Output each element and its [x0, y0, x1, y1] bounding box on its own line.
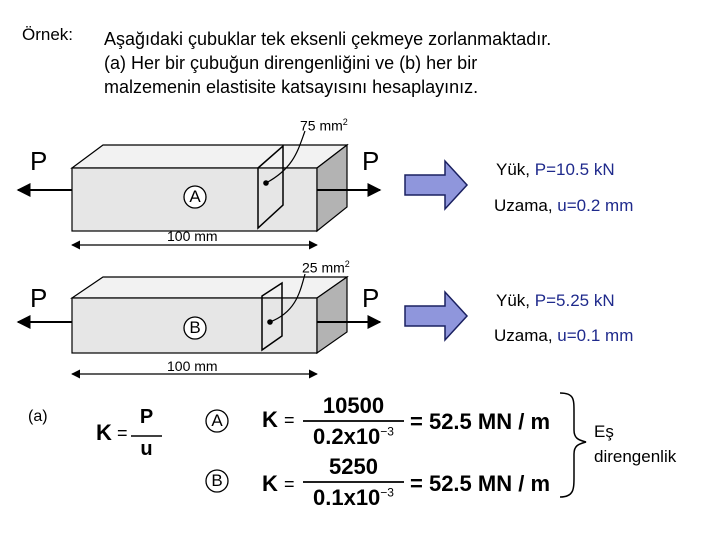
row-a-numerator: 10500: [322, 393, 385, 418]
bar-b-area-label: 25 $mm^2$: [302, 259, 350, 276]
brace-right: [560, 393, 586, 497]
row-b-lhs: K: [262, 471, 278, 496]
row-a-result: = 52.5 MN / m: [410, 409, 551, 434]
row-a-equals: =: [284, 410, 295, 430]
bar-a-drawing: [18, 131, 467, 245]
bar-a-top-face: [72, 145, 347, 168]
conclusion-line-1: Eş: [594, 422, 614, 441]
header-line-3: malzemenin elastisite katsayısını hesaplayınız.: [104, 77, 479, 97]
example-label: Örnek:: [22, 25, 74, 44]
bar-b-length-label: 100 mm: [167, 358, 218, 374]
bar-b-force-left-label: P: [30, 283, 48, 313]
bar-b-top-face: [72, 277, 347, 298]
row-b-equals: =: [284, 474, 295, 494]
formula-denominator: u: [140, 438, 153, 460]
bar-a-result-arrow: [405, 161, 467, 209]
bar-b-result-arrow: [405, 292, 467, 340]
bar-b-name: B: [189, 318, 201, 337]
bar-a-force-left-label: P: [30, 146, 48, 176]
part-a-label: (a): [28, 408, 48, 425]
row-b-result: = 52.5 MN / m: [410, 471, 551, 496]
calc-row-a-label: A: [211, 411, 223, 430]
bar-b-load-text: Yük, P=5.25 kN: [496, 291, 615, 310]
header-line-1: Aşağıdaki çubuklar tek eksenli çekmeye zorlanmaktadır.: [104, 29, 552, 49]
bar-a-force-right-label: P: [362, 146, 380, 176]
bar-a-elongation-text: Uzama, u=0.2 mm: [494, 196, 634, 215]
bar-b-force-right-label: P: [362, 283, 380, 313]
row-a-denominator: $0.2x10^{-3}$: [313, 424, 394, 449]
bar-b-elongation-text: Uzama, u=0.1 mm: [494, 326, 634, 345]
formula-lhs: K: [96, 420, 112, 445]
bar-b-drawing: [18, 274, 467, 374]
formula-equals: =: [117, 423, 128, 443]
row-a-lhs: K: [262, 407, 278, 432]
bar-a-name: A: [189, 187, 201, 206]
calc-row-b-label: B: [211, 471, 223, 490]
conclusion-line-2: direngenlik: [594, 447, 677, 466]
row-b-numerator: 5250: [329, 454, 378, 479]
bar-a-length-label: 100 mm: [167, 228, 218, 244]
bar-a-load-text: Yük, P=10.5 kN: [496, 160, 615, 179]
row-b-denominator: $0.1x10^{-3}$: [313, 485, 394, 510]
bar-a-area-label: 75 $mm^2$: [300, 117, 348, 134]
header-line-2: (a) Her bir çubuğun direngenliğini ve (b) her bir: [104, 53, 478, 73]
formula-numerator: P: [139, 406, 154, 428]
